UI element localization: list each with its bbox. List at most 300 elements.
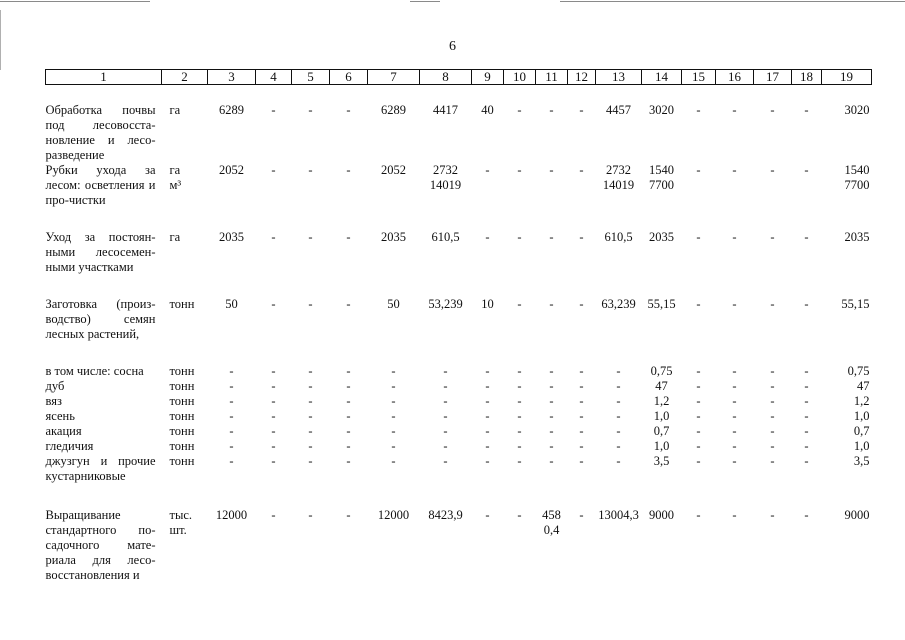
cell-col-4	[256, 364, 292, 379]
cell-line: -	[517, 364, 522, 378]
cell-line: -	[616, 424, 621, 438]
cell-line: -	[229, 364, 234, 378]
cell-line: -	[732, 454, 737, 468]
cell-line: 2035	[381, 230, 406, 244]
cell-line: -	[271, 409, 276, 423]
cell-line: -	[346, 454, 351, 468]
column-header-2: 2	[162, 70, 208, 85]
column-header-18: 18	[792, 70, 822, 85]
row-spacer	[46, 342, 872, 364]
cell-col-15	[682, 508, 716, 583]
cell-col-7	[368, 379, 420, 394]
cell-line: -	[804, 454, 809, 468]
cell-col-7	[368, 364, 420, 379]
cell-line: -	[770, 424, 775, 438]
cell-col-11	[536, 394, 568, 409]
cell-col-16	[716, 230, 754, 275]
cell-col-4	[256, 454, 292, 484]
cell-line: 12000	[215, 508, 248, 522]
row-unit	[162, 409, 208, 424]
cell-line: -	[391, 379, 396, 393]
cell-col-3	[208, 297, 256, 342]
cell-line: -	[804, 297, 809, 311]
forestry-activities-table	[45, 69, 872, 583]
cell-line: -	[804, 379, 809, 393]
cell-col-9	[472, 439, 504, 454]
cell-line: -	[271, 163, 276, 177]
cell-col-9	[472, 508, 504, 583]
cell-col-14	[642, 364, 682, 379]
cell-col-15	[682, 230, 716, 275]
cell-line: -	[804, 394, 809, 408]
cell-line: -	[579, 163, 584, 177]
column-header-17: 17	[754, 70, 792, 85]
cell-line: -	[732, 297, 737, 311]
cell-line: -	[579, 230, 584, 244]
cell-col-6	[330, 163, 368, 208]
cell-col-8	[420, 103, 472, 163]
cell-col-14	[642, 103, 682, 163]
row-unit	[162, 379, 208, 394]
scan-edge-line-mid	[410, 1, 440, 2]
cell-line: -	[696, 409, 701, 423]
cell-line: -	[485, 163, 490, 177]
cell-line: -	[549, 103, 554, 117]
cell-line: тонн	[169, 409, 195, 423]
cell-line: -	[770, 394, 775, 408]
cell-line: -	[271, 103, 276, 117]
cell-line: -	[271, 297, 276, 311]
cell-col-11	[536, 508, 568, 583]
cell-line: -	[549, 454, 554, 468]
row-activity-name: Заготовка (произ-водство) семян лесных растений,	[45, 297, 156, 341]
cell-col-14	[642, 424, 682, 439]
cell-line: 1,0	[853, 439, 870, 453]
cell-col-5	[292, 103, 330, 163]
cell-line: -	[229, 454, 234, 468]
cell-col-10	[504, 230, 536, 275]
cell-col-4	[256, 439, 292, 454]
cell-line: -	[517, 379, 522, 393]
cell-col-7	[368, 297, 420, 342]
cell-col-4	[256, 103, 292, 163]
cell-col-14	[642, 394, 682, 409]
cell-line: -	[804, 409, 809, 423]
cell-line: 6289	[381, 103, 406, 117]
cell-col-4	[256, 508, 292, 583]
table-row	[46, 379, 872, 394]
cell-col-19	[822, 439, 872, 454]
cell-line: -	[549, 163, 554, 177]
cell-line: 50	[387, 297, 400, 311]
cell-col-10	[504, 439, 536, 454]
row-unit	[162, 103, 208, 163]
cell-col-14	[642, 297, 682, 342]
row-activity-name: Обработка почвы под лесовосста-новление и лесо-разведение	[45, 103, 156, 162]
column-header-1: 1	[46, 70, 162, 85]
cell-line: -	[443, 454, 448, 468]
cell-line: 6289	[219, 103, 244, 117]
cell-col-10	[504, 424, 536, 439]
cell-line: 0,7	[853, 424, 870, 438]
cell-line: 63,239	[601, 297, 636, 311]
cell-line: -	[616, 409, 621, 423]
cell-line: -	[696, 379, 701, 393]
column-header-3: 3	[208, 70, 256, 85]
cell-line: 2052	[219, 163, 244, 177]
cell-col-11	[536, 424, 568, 439]
cell-line: -	[549, 394, 554, 408]
cell-col-7	[368, 454, 420, 484]
column-number-header	[46, 70, 872, 85]
cell-col-19	[822, 379, 872, 394]
cell-line: -	[804, 230, 809, 244]
cell-col-5	[292, 439, 330, 454]
cell-col-12	[568, 394, 596, 409]
cell-col-4	[256, 297, 292, 342]
cell-col-18	[792, 297, 822, 342]
cell-col-9	[472, 409, 504, 424]
cell-line: тонн	[169, 394, 195, 408]
cell-line: 2035	[649, 230, 674, 244]
cell-col-6	[330, 424, 368, 439]
cell-col-15	[682, 424, 716, 439]
cell-col-15	[682, 379, 716, 394]
cell-line: -	[271, 508, 276, 522]
cell-col-12	[568, 103, 596, 163]
cell-col-9	[472, 103, 504, 163]
cell-col-17	[754, 379, 792, 394]
cell-line: -	[770, 364, 775, 378]
cell-col-13	[596, 394, 642, 409]
cell-col-19	[822, 163, 872, 208]
cell-col-19	[822, 230, 872, 275]
cell-col-10	[504, 103, 536, 163]
cell-line: -	[308, 424, 313, 438]
table-row	[46, 103, 872, 163]
cell-col-14	[642, 379, 682, 394]
cell-col-5	[292, 424, 330, 439]
cell-line: -	[346, 230, 351, 244]
cell-line: 1,0	[653, 409, 670, 423]
cell-line: -	[271, 454, 276, 468]
cell-line: -	[485, 439, 490, 453]
cell-col-5	[292, 163, 330, 208]
cell-col-19	[822, 297, 872, 342]
cell-col-13	[596, 163, 642, 208]
cell-col-18	[792, 508, 822, 583]
cell-col-4	[256, 394, 292, 409]
cell-line: 53,239	[428, 297, 463, 311]
cell-line: -	[804, 103, 809, 117]
column-header-11: 11	[536, 70, 568, 85]
cell-col-5	[292, 297, 330, 342]
cell-line: -	[616, 394, 621, 408]
cell-col-14	[642, 508, 682, 583]
cell-line: 1540	[844, 163, 870, 177]
cell-col-7	[368, 230, 420, 275]
cell-line: -	[308, 379, 313, 393]
cell-line: -	[391, 364, 396, 378]
table-row	[46, 297, 872, 342]
cell-line: -	[308, 230, 313, 244]
cell-line: -	[549, 379, 554, 393]
cell-col-12	[568, 379, 596, 394]
cell-line: -	[616, 379, 621, 393]
cell-line: -	[517, 103, 522, 117]
cell-col-16	[716, 454, 754, 484]
table-row	[46, 364, 872, 379]
cell-col-19	[822, 424, 872, 439]
table-row	[46, 409, 872, 424]
cell-line: -	[391, 409, 396, 423]
column-header-16: 16	[716, 70, 754, 85]
cell-line: -	[549, 424, 554, 438]
cell-line: 1,2	[653, 394, 670, 408]
cell-col-8	[420, 424, 472, 439]
cell-line: -	[308, 103, 313, 117]
cell-col-18	[792, 424, 822, 439]
cell-line: 55,15	[841, 297, 870, 311]
cell-line: 3020	[649, 103, 674, 117]
cell-line: 40	[481, 103, 494, 117]
cell-line: -	[732, 439, 737, 453]
cell-line: -	[485, 230, 490, 244]
cell-line: -	[271, 424, 276, 438]
cell-col-6	[330, 439, 368, 454]
cell-line: -	[549, 297, 554, 311]
cell-col-6	[330, 379, 368, 394]
cell-col-15	[682, 409, 716, 424]
cell-line: 610,5	[431, 230, 460, 244]
column-header-13: 13	[596, 70, 642, 85]
cell-line: -	[346, 508, 351, 522]
cell-col-10	[504, 163, 536, 208]
cell-col-3	[208, 379, 256, 394]
row-unit	[162, 163, 208, 208]
cell-col-16	[716, 297, 754, 342]
cell-line: -	[443, 379, 448, 393]
column-header-15: 15	[682, 70, 716, 85]
cell-line: 0,7	[653, 424, 670, 438]
cell-col-17	[754, 364, 792, 379]
cell-col-13	[596, 379, 642, 394]
cell-line: 12000	[377, 508, 410, 522]
cell-col-10	[504, 454, 536, 484]
cell-col-19	[822, 508, 872, 583]
cell-line: тонн	[169, 297, 195, 311]
cell-line: 47	[857, 379, 870, 393]
cell-line: -	[308, 297, 313, 311]
cell-col-12	[568, 230, 596, 275]
cell-col-17	[754, 394, 792, 409]
cell-col-11	[536, 230, 568, 275]
cell-line: -	[229, 424, 234, 438]
cell-line: -	[696, 439, 701, 453]
cell-line: га	[169, 163, 181, 177]
cell-line: -	[770, 409, 775, 423]
cell-col-13	[596, 439, 642, 454]
cell-line: тонн	[169, 379, 195, 393]
column-header-19: 19	[822, 70, 872, 85]
row-activity-name: в том числе: сосна	[45, 364, 144, 378]
cell-line: -	[770, 230, 775, 244]
cell-line: -	[732, 364, 737, 378]
cell-col-16	[716, 508, 754, 583]
cell-line: -	[308, 163, 313, 177]
cell-col-12	[568, 364, 596, 379]
cell-col-18	[792, 379, 822, 394]
cell-col-7	[368, 163, 420, 208]
row-unit	[162, 439, 208, 454]
cell-col-17	[754, 424, 792, 439]
cell-col-3	[208, 409, 256, 424]
cell-col-14	[642, 454, 682, 484]
cell-col-7	[368, 409, 420, 424]
cell-col-15	[682, 297, 716, 342]
scan-edge-line-left	[0, 1, 150, 2]
cell-col-13	[596, 230, 642, 275]
cell-line: -	[696, 394, 701, 408]
cell-col-7	[368, 508, 420, 583]
cell-col-6	[330, 394, 368, 409]
cell-line: -	[517, 409, 522, 423]
cell-col-17	[754, 297, 792, 342]
cell-col-13	[596, 103, 642, 163]
cell-line: -	[346, 439, 351, 453]
cell-line: -	[732, 163, 737, 177]
cell-line: -	[616, 439, 621, 453]
row-activity-name: Уход за постоян-ными лесосемен-ными участками	[45, 230, 156, 274]
column-header-6: 6	[330, 70, 368, 85]
cell-line: -	[579, 394, 584, 408]
cell-col-4	[256, 230, 292, 275]
cell-col-14	[642, 409, 682, 424]
cell-col-18	[792, 409, 822, 424]
row-activity-name: вяз	[45, 394, 62, 408]
cell-line: -	[579, 297, 584, 311]
cell-col-12	[568, 454, 596, 484]
cell-col-19	[822, 394, 872, 409]
cell-col-16	[716, 163, 754, 208]
cell-col-8	[420, 439, 472, 454]
cell-col-3	[208, 163, 256, 208]
cell-line: -	[346, 379, 351, 393]
cell-line: 47	[655, 379, 668, 393]
cell-line: -	[271, 394, 276, 408]
row-unit	[162, 230, 208, 275]
row-activity-name: гледичия	[45, 439, 94, 453]
cell-col-3	[208, 508, 256, 583]
cell-col-14	[642, 230, 682, 275]
cell-col-10	[504, 508, 536, 583]
cell-col-8	[420, 230, 472, 275]
row-activity-name: дуб	[45, 379, 65, 393]
cell-line: -	[443, 439, 448, 453]
cell-line: -	[229, 409, 234, 423]
cell-line: -	[579, 424, 584, 438]
cell-line: -	[443, 409, 448, 423]
cell-line: 14019	[429, 178, 462, 192]
cell-line: -	[391, 439, 396, 453]
row-activity-name: акация	[45, 424, 82, 438]
cell-col-7	[368, 439, 420, 454]
scan-edge-line-right	[560, 1, 905, 2]
cell-line: -	[485, 454, 490, 468]
cell-col-8	[420, 297, 472, 342]
cell-line: -	[579, 508, 584, 522]
cell-col-14	[642, 163, 682, 208]
row-spacer	[46, 275, 872, 297]
table-row	[46, 394, 872, 409]
cell-line: 4457	[606, 103, 631, 117]
cell-line: -	[308, 394, 313, 408]
cell-col-12	[568, 439, 596, 454]
cell-line: 9000	[649, 508, 674, 522]
cell-col-5	[292, 230, 330, 275]
cell-line: -	[616, 454, 621, 468]
cell-line: -	[770, 439, 775, 453]
cell-line: -	[696, 230, 701, 244]
column-header-7: 7	[368, 70, 420, 85]
cell-line: 0,75	[650, 364, 673, 378]
cell-line: -	[732, 394, 737, 408]
cell-line: -	[696, 103, 701, 117]
cell-col-17	[754, 103, 792, 163]
cell-line: 2732	[433, 163, 458, 177]
cell-line: га	[169, 103, 181, 117]
row-unit	[162, 508, 208, 583]
cell-line: -	[804, 508, 809, 522]
cell-line: -	[485, 409, 490, 423]
cell-col-9	[472, 230, 504, 275]
cell-line: -	[229, 379, 234, 393]
cell-col-3	[208, 439, 256, 454]
cell-line: -	[732, 230, 737, 244]
cell-line: -	[770, 163, 775, 177]
cell-col-5	[292, 379, 330, 394]
cell-line: м³	[169, 178, 182, 192]
cell-col-12	[568, 508, 596, 583]
cell-line: -	[346, 409, 351, 423]
cell-line: 2052	[381, 163, 406, 177]
cell-col-18	[792, 364, 822, 379]
cell-line: 7700	[844, 178, 870, 192]
cell-line: -	[391, 394, 396, 408]
cell-col-7	[368, 394, 420, 409]
cell-line: -	[443, 424, 448, 438]
cell-line: 1,0	[853, 409, 870, 423]
cell-col-6	[330, 103, 368, 163]
cell-line: -	[517, 230, 522, 244]
cell-col-18	[792, 454, 822, 484]
cell-line: -	[517, 439, 522, 453]
cell-col-16	[716, 364, 754, 379]
cell-line: 14019	[602, 178, 635, 192]
cell-col-18	[792, 163, 822, 208]
cell-line: -	[443, 394, 448, 408]
column-header-9: 9	[472, 70, 504, 85]
table-row	[46, 454, 872, 484]
cell-line: 55,15	[647, 297, 676, 311]
cell-col-8	[420, 508, 472, 583]
cell-col-11	[536, 103, 568, 163]
cell-line: -	[804, 439, 809, 453]
row-spacer	[46, 484, 872, 508]
cell-col-15	[682, 163, 716, 208]
cell-col-16	[716, 409, 754, 424]
row-unit	[162, 424, 208, 439]
